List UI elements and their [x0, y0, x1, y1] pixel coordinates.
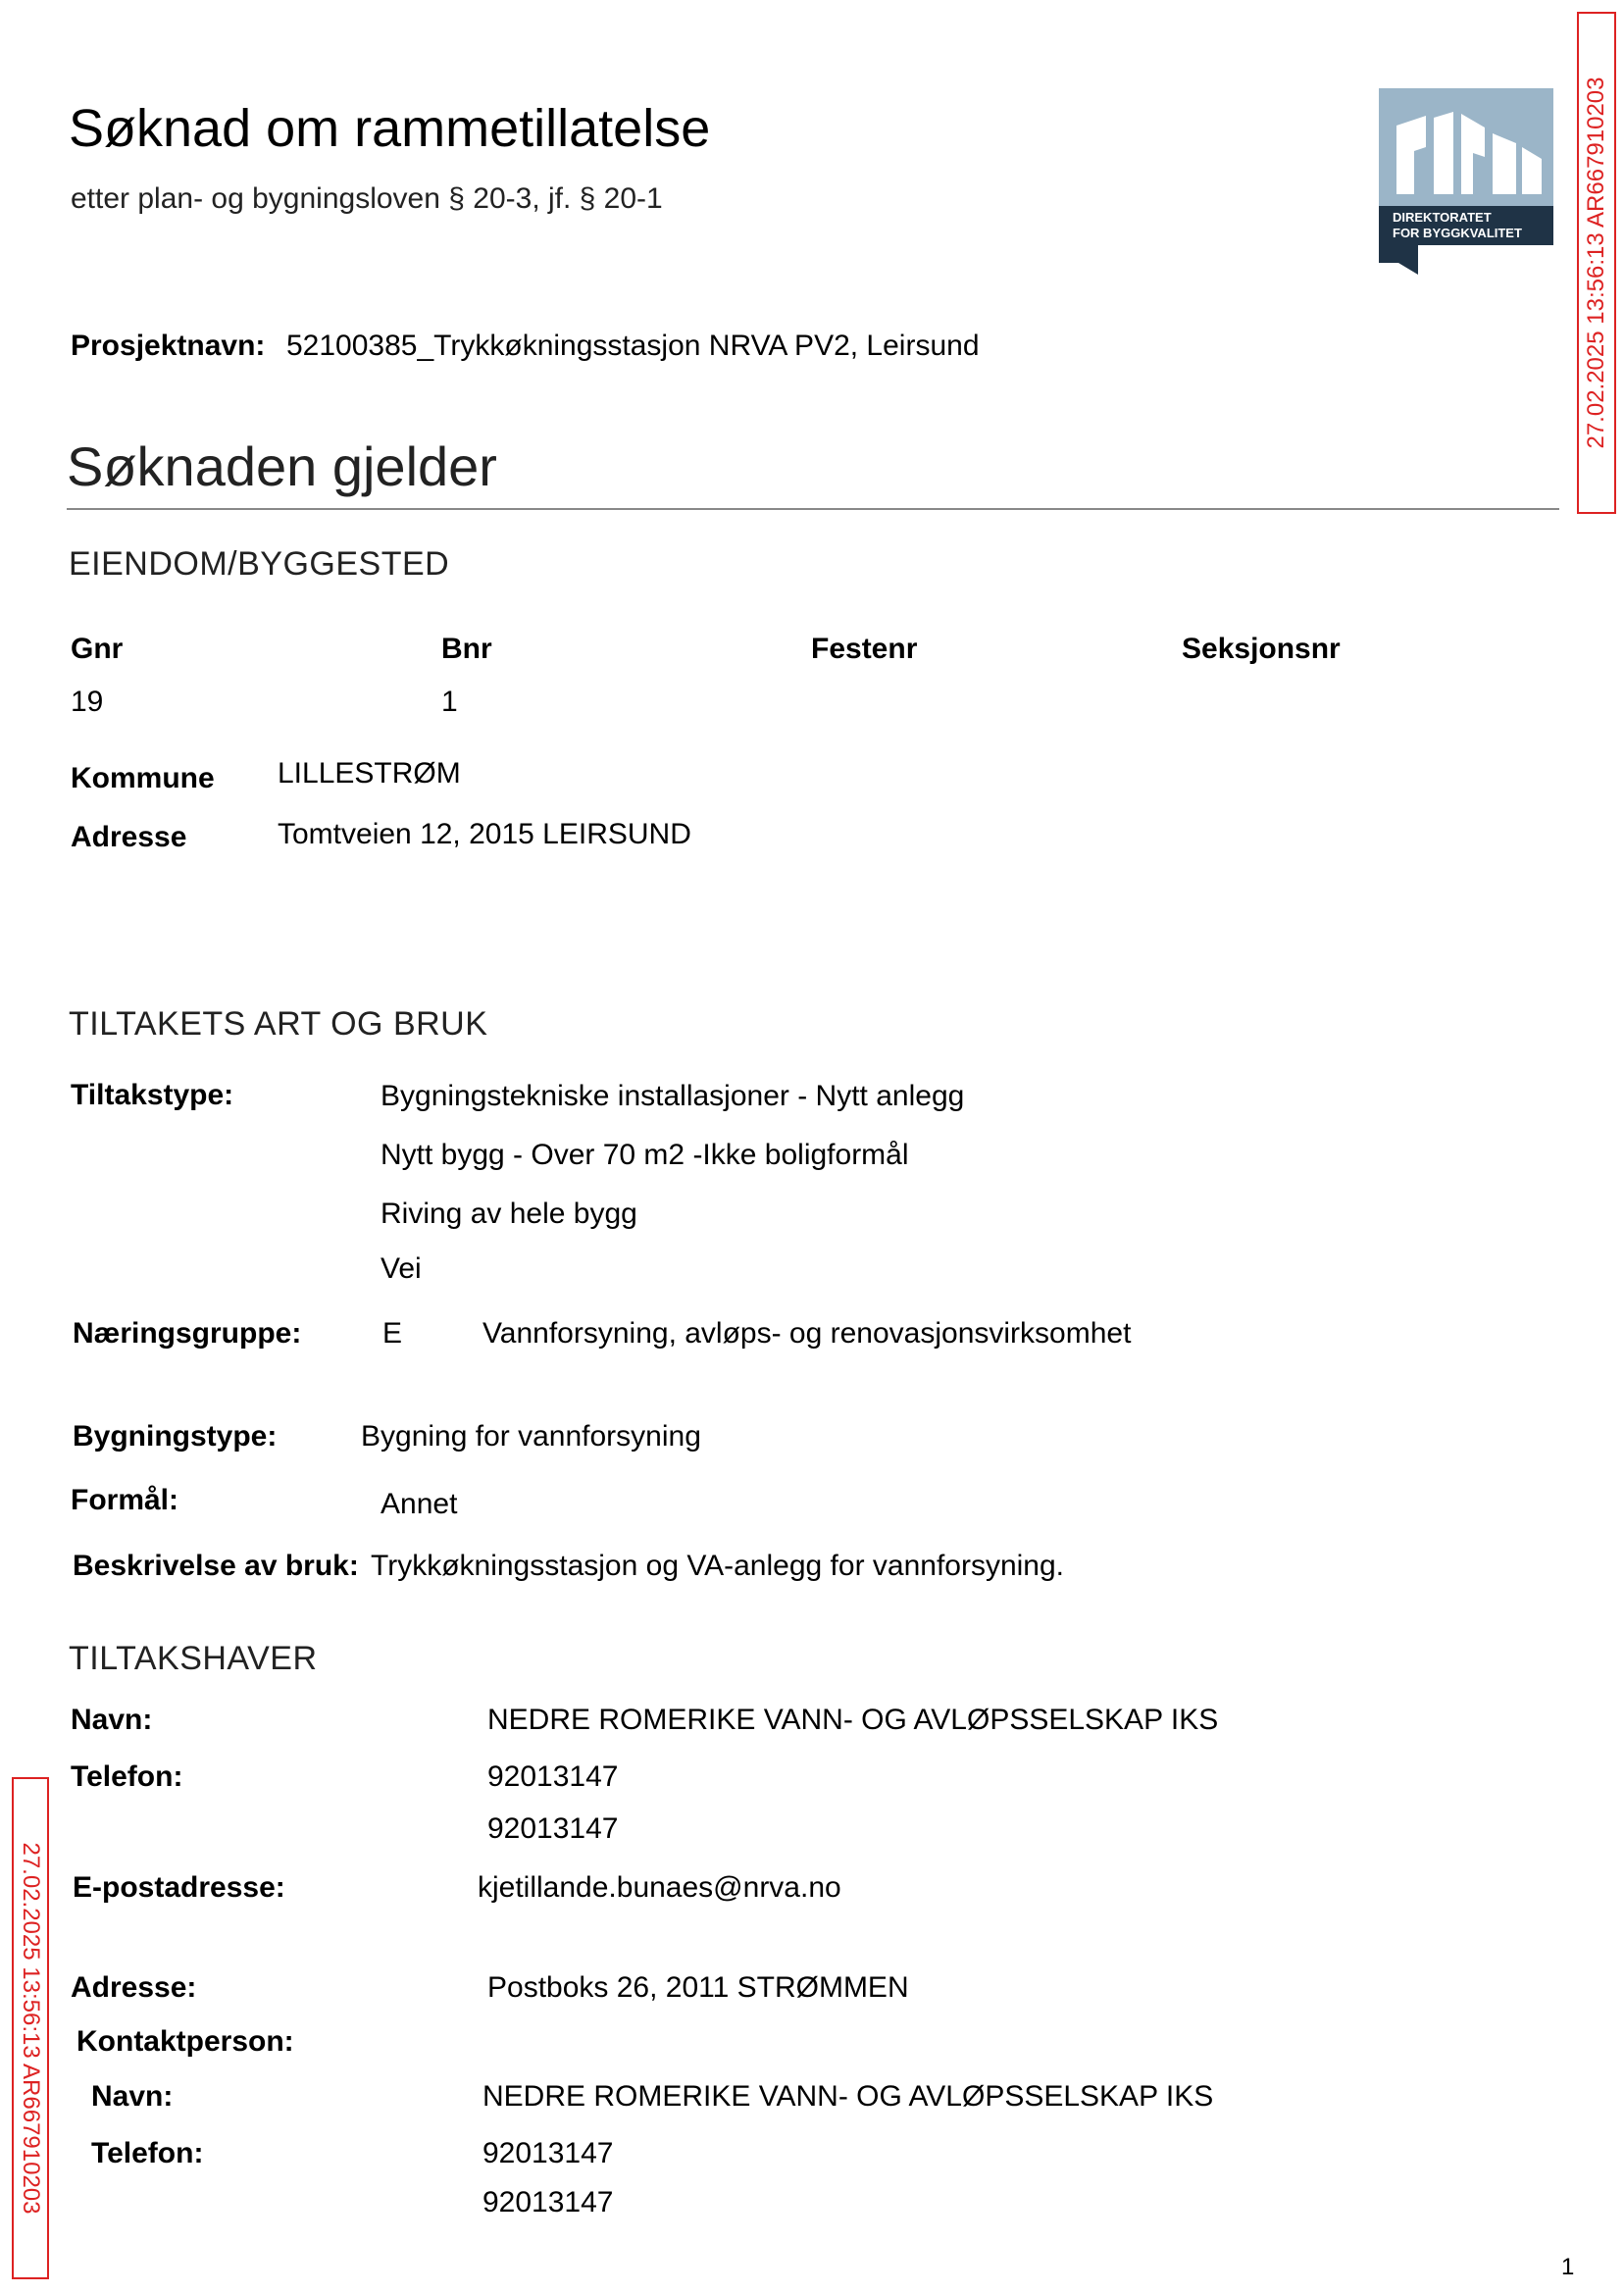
- value-gnr: 19: [71, 686, 104, 718]
- value-bnr: 1: [441, 686, 458, 718]
- section-divider: [67, 508, 1559, 510]
- adresse-value: Tomtveien 12, 2015 LEIRSUND: [278, 818, 691, 850]
- naeringsgruppe-label: Næringsgruppe:: [73, 1317, 302, 1350]
- kontaktperson-label: Kontaktperson:: [76, 2025, 294, 2058]
- section-title: Søknaden gjelder: [67, 435, 497, 497]
- beskrivelse-label: Beskrivelse av bruk:: [73, 1550, 359, 1582]
- col-bnr: Bnr: [441, 633, 492, 665]
- tiltakstype-3: Riving av hele bygg: [381, 1198, 637, 1230]
- tiltakshaver-navn-value: NEDRE ROMERIKE VANN- OG AVLØPSSELSKAP IKS: [487, 1704, 1219, 1736]
- project-label: Prosjektnavn:: [71, 330, 266, 362]
- kontakt-navn-value: NEDRE ROMERIKE VANN- OG AVLØPSSELSKAP IKS: [482, 2080, 1214, 2113]
- kommune-label: Kommune: [71, 762, 215, 794]
- tiltakstype-4: Vei: [381, 1252, 422, 1285]
- tiltakshaver-telefon-label: Telefon:: [71, 1760, 183, 1793]
- beskrivelse-value: Trykkøkningsstasjon og VA-anlegg for vannforsyning.: [371, 1550, 1065, 1582]
- epost-value: kjetillande.bunaes@nrva.no: [478, 1871, 841, 1904]
- logo-text-line2: FOR BYGGKVALITET: [1393, 226, 1522, 240]
- kontakt-telefon-label: Telefon:: [91, 2137, 204, 2169]
- kontakt-navn-label: Navn:: [91, 2080, 174, 2113]
- dibk-logo: [1379, 88, 1553, 275]
- col-festenr: Festenr: [811, 633, 918, 665]
- kontakt-telefon-2: 92013147: [482, 2186, 614, 2218]
- tiltak-heading: TILTAKETS ART OG BRUK: [69, 1005, 488, 1043]
- bygningstype-label: Bygningstype:: [73, 1420, 278, 1453]
- naeringsgruppe-value: Vannforsyning, avløps- og renovasjonsvirksomhet: [482, 1317, 1132, 1350]
- tiltakshaver-telefon-1: 92013147: [487, 1760, 619, 1793]
- adresse-label: Adresse: [71, 821, 187, 853]
- stamp-right-text: 27.02.2025 13:56:13 AR667910203: [1583, 76, 1609, 449]
- kommune-value: LILLESTRØM: [278, 757, 461, 790]
- stamp-left: [12, 1777, 49, 2279]
- formal-label: Formål:: [71, 1484, 179, 1516]
- logo-text-line1: DIREKTORATET: [1393, 210, 1492, 225]
- page-number: 1: [1561, 2254, 1575, 2280]
- tiltakshaver-adresse-label: Adresse:: [71, 1971, 197, 2004]
- stamp-left-text: 27.02.2025 13:56:13 AR667910203: [18, 1842, 44, 2215]
- document-subtitle: etter plan- og bygningsloven § 20-3, jf. § 20-1: [71, 182, 663, 215]
- tiltakshaver-telefon-2: 92013147: [487, 1812, 619, 1845]
- tiltakshaver-adresse-value: Postboks 26, 2011 STRØMMEN: [487, 1971, 909, 2004]
- stamp-right: [1577, 12, 1616, 514]
- formal-value: Annet: [381, 1488, 458, 1520]
- eiendom-heading: EIENDOM/BYGGESTED: [69, 545, 450, 583]
- tiltakshaver-heading: TILTAKSHAVER: [69, 1640, 318, 1677]
- naeringsgruppe-code: E: [382, 1317, 403, 1350]
- kontakt-telefon-1: 92013147: [482, 2137, 614, 2169]
- tiltakstype-2: Nytt bygg - Over 70 m2 -Ikke boligformål: [381, 1139, 909, 1171]
- document-title: Søknad om rammetillatelse: [69, 99, 711, 158]
- col-seksjonsnr: Seksjonsnr: [1182, 633, 1341, 665]
- project-value: 52100385_Trykkøkningsstasjon NRVA PV2, Leirsund: [286, 330, 980, 362]
- bygningstype-value: Bygning for vannforsyning: [361, 1420, 701, 1453]
- col-gnr: Gnr: [71, 633, 124, 665]
- tiltakshaver-navn-label: Navn:: [71, 1704, 153, 1736]
- epost-label: E-postadresse:: [73, 1871, 285, 1904]
- tiltakstype-label: Tiltakstype:: [71, 1079, 234, 1111]
- tiltakstype-1: Bygningstekniske installasjoner - Nytt anlegg: [381, 1080, 965, 1112]
